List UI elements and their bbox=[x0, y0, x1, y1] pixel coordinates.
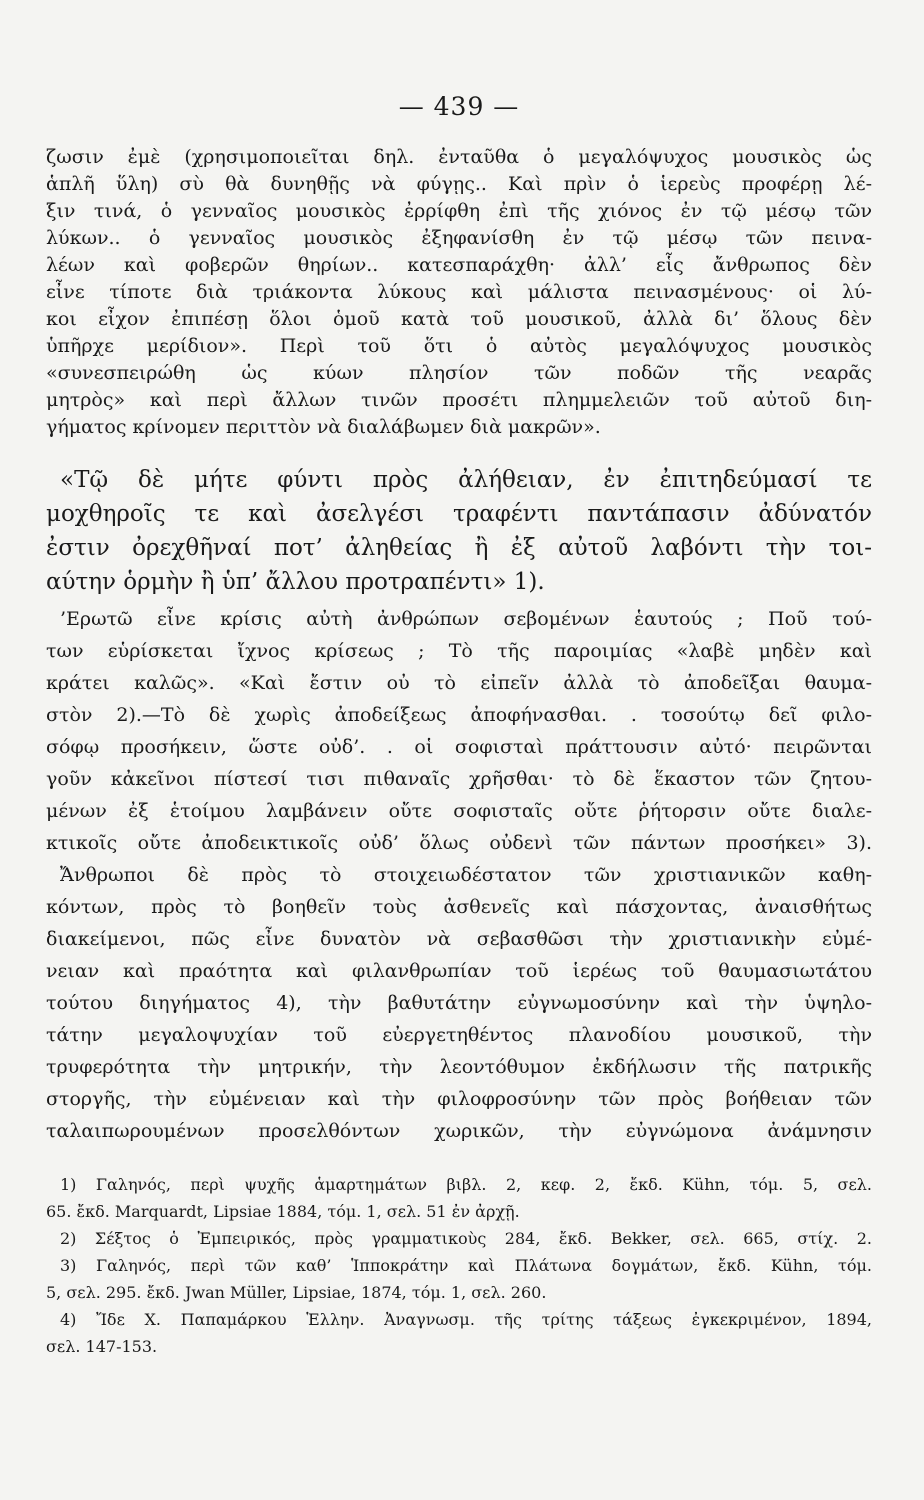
text-line: λύκων.. ὁ γενναῖος μουσικὸς ἐξηφανίσθη ἐν τῷ μέσῳ τῶν πεινα- bbox=[46, 227, 872, 249]
text-line: διακείμενοι, πῶς εἶνε δυνατὸν νὰ σεβασθῶσι τὴν χριστιανικὴν εὐμέ- bbox=[46, 928, 872, 950]
text-line: στὸν 2).—Τὸ δὲ χωρὶς ἀποδείξεως ἀποφήνασθαι. . τοσούτῳ δεῖ φιλο- bbox=[46, 704, 872, 726]
text-line: εἶνε τίποτε διὰ τριάκοντα λύκους καὶ μάλιστα πεινασμένους· οἱ λύ- bbox=[46, 281, 872, 303]
footnote-line: 1) Γαληνός, περὶ ψυχῆς ἁμαρτημάτων βιβλ. 2, κεφ. 2, ἔκδ. Kühn, τόμ. 5, σελ. bbox=[60, 1175, 872, 1194]
text-line: ζωσιν ἐμὲ (χρησιμοποιεῖται δηλ. ἐνταῦθα ὁ μεγαλόψυχος μουσικὸς ὡς bbox=[46, 146, 872, 168]
text-line: κτικοῖς οὔτε ἀποδεικτικοῖς οὐδ’ ὅλως οὐδενὶ τῶν πάντων προσήκει» 3). bbox=[46, 832, 872, 854]
text-line: ταλαιπωρουμένων προσελθόντων χωρικῶν, τὴν εὐγνώμονα ἀνάμνησιν bbox=[46, 1120, 872, 1142]
footnote-line: 2) Σέξτος ὁ Ἐμπειρικός, πρὸς γραμματικοὺς 284, ἔκδ. Bekker, σελ. 665, στίχ. 2. bbox=[60, 1229, 872, 1248]
text-line: ξιν τινά, ὁ γενναῖος μουσικὸς ἐρρίφθη ἐπὶ τῆς χιόνος ἐν τῷ μέσῳ τῶν bbox=[46, 200, 872, 222]
text-line: κόντων, πρὸς τὸ βοηθεῖν τοὺς ἀσθενεῖς καὶ πάσχοντας, ἀναισθήτως bbox=[46, 896, 872, 918]
text-line: των εὑρίσκεται ἴχνος κρίσεως ; Τὸ τῆς παροιμίας «λαβὲ μηδὲν καὶ bbox=[46, 640, 872, 662]
quote-line: μοχθηροῖς τε καὶ ἀσελγέσι τραφέντι παντάπασιν ἀδύνατόν bbox=[46, 501, 872, 527]
text-line: τρυφερότητα τὴν μητρικήν, τὴν λεοντόθυμον ἐκδήλωσιν τῆς πατρικῆς bbox=[46, 1056, 872, 1078]
footnote-line: σελ. 147-153. bbox=[46, 1337, 158, 1356]
text-line: στοργῆς, τὴν εὐμένειαν καὶ τὴν φιλοφροσύνην τῶν πρὸς βοήθειαν τῶν bbox=[46, 1088, 872, 1110]
quote-line: «Τῷ δὲ μήτε φύντι πρὸς ἀλήθειαν, ἐν ἐπιτηδεύμασί τε bbox=[60, 467, 872, 493]
text-line: «συνεσπειρώθη ὡς κύων πλησίον τῶν ποδῶν τῆς νεαρᾶς bbox=[46, 362, 872, 384]
footnote-line: 65. ἔκδ. Marquardt, Lipsiae 1884, τόμ. 1, σελ. 51 ἐν ἀρχῇ. bbox=[46, 1202, 520, 1221]
book-page bbox=[46, 92, 872, 1472]
text-line: μένων ἐξ ἑτοίμου λαμβάνειν οὔτε σοφισταῖς οὔτε ῥήτορσιν οὔτε διαλε- bbox=[46, 800, 872, 822]
footnote-line: 5, σελ. 295. ἔκδ. Jwan Müller, Lipsiae, 1874, τόμ. 1, σελ. 260. bbox=[46, 1283, 547, 1302]
paragraph-3 bbox=[46, 603, 872, 1147]
text-line: σόφῳ προσήκειν, ὥστε οὐδ’. . οἱ σοφισταὶ πράττουσιν αὐτό· πειρῶνται bbox=[46, 736, 872, 758]
page-number: — 439 — bbox=[398, 92, 520, 121]
paragraph-1 bbox=[46, 144, 872, 441]
quotation-block bbox=[46, 463, 872, 599]
text-line: ἁπλῆ ὕλη) σὺ θὰ δυνηθῇς νὰ φύγῃς.. Καὶ πρὶν ὁ ἱερεὺς προφέρῃ λέ- bbox=[46, 173, 872, 195]
text-line: μητρὸς» καὶ περὶ ἄλλων τινῶν προσέτι πλημμελειῶν τοῦ αὐτοῦ διη- bbox=[46, 389, 872, 411]
text-line: ’Ερωτῶ εἶνε κρίσις αὐτὴ ἀνθρώπων σεβομένων ἑαυτούς ; Ποῦ τού- bbox=[60, 608, 872, 630]
footnotes bbox=[46, 1171, 872, 1360]
footnote-line: 3) Γαληνός, περὶ τῶν καθ’ Ἱπποκράτην καὶ Πλάτωνα δογμάτων, ἔκδ. Kühn, τόμ. bbox=[60, 1256, 872, 1275]
text-line: ὑπῆρχε μερίδιον». Περὶ τοῦ ὅτι ὁ αὐτὸς μεγαλόψυχος μουσικὸς bbox=[46, 335, 872, 357]
text-line: νειαν καὶ πραότητα καὶ φιλανθρωπίαν τοῦ ἱερέως τοῦ θαυμασιωτάτου bbox=[46, 960, 872, 982]
text-line: λέων καὶ φοβερῶν θηρίων.. κατεσπαράχθη· ἀλλ’ εἷς ἄνθρωπος δὲν bbox=[46, 254, 872, 276]
text-line: γοῦν κἀκεῖνοι πίστεσί τισι πιθαναῖς χρῆσθαι· τὸ δὲ ἕκαστον τῶν ζητου- bbox=[46, 768, 872, 790]
text-line: γήματος κρίνομεν περιττὸν νὰ διαλάβωμεν διὰ μακρῶν». bbox=[46, 416, 601, 438]
text-line: τάτην μεγαλοψυχίαν τοῦ εὐεργετηθέντος πλανοδίου μουσικοῦ, τὴν bbox=[46, 1024, 872, 1046]
text-line: Ἄνθρωποι δὲ πρὸς τὸ στοιχειωδέστατον τῶν χριστιανικῶν καθη- bbox=[60, 864, 872, 886]
text-line: τούτου διηγήματος 4), τὴν βαθυτάτην εὐγνωμοσύνην καὶ τὴν ὑψηλο- bbox=[46, 992, 872, 1014]
quote-line: αύτην ὁρμὴν ἢ ὑπ’ ἄλλου προτραπέντι» 1). bbox=[46, 569, 545, 595]
text-line: κοι εἶχον ἐπιπέσῃ ὅλοι ὁμοῦ κατὰ τοῦ μουσικοῦ, ἀλλὰ δι’ ὅλους δὲν bbox=[46, 308, 872, 330]
quote-line: ἐστιν ὀρεχθῆναί ποτ’ ἀληθείας ἢ ἐξ αὐτοῦ λαβόντι τὴν τοι- bbox=[46, 535, 872, 561]
footnote-line: 4) Ἴδε Χ. Παπαμάρκου Ἑλλην. Ἀναγνωσμ. τῆς τρίτης τάξεως ἐγκεκριμένον, 1894, bbox=[60, 1310, 872, 1329]
text-line: κράτει καλῶς». «Καὶ ἔστιν οὐ τὸ εἰπεῖν ἀλλὰ τὸ ἀποδεῖξαι θαυμα- bbox=[46, 672, 872, 694]
